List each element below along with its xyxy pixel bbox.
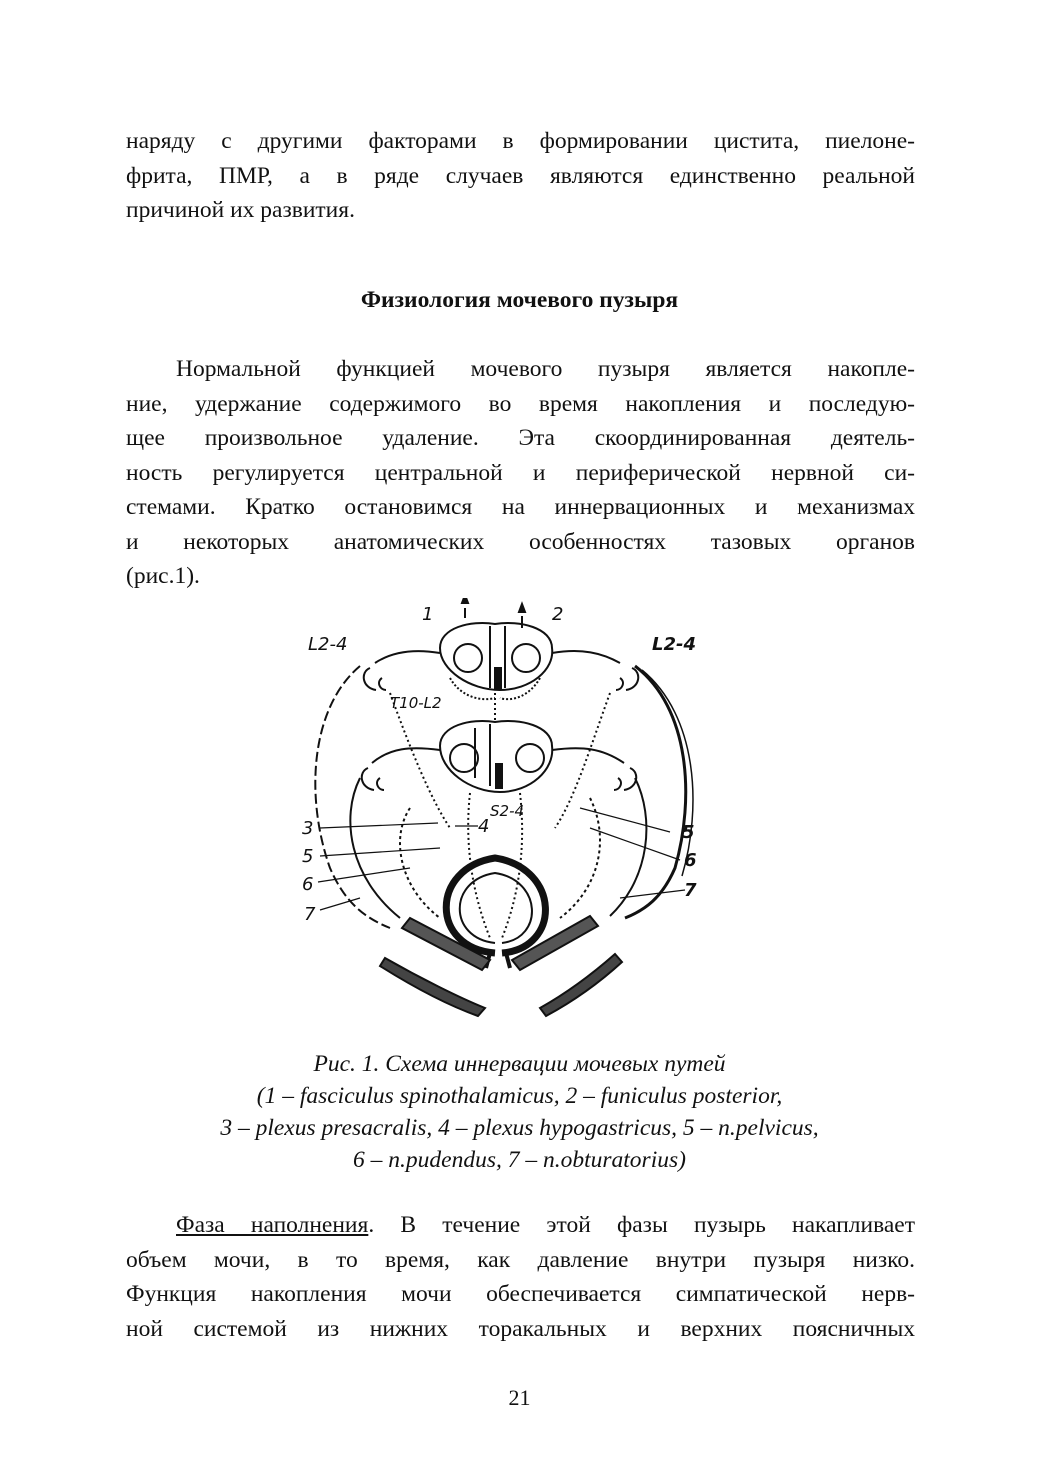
label-5-right: 5 <box>682 822 695 843</box>
paragraph-2 <box>126 352 915 594</box>
text-line: ность регулируется центральной и периферической нервной си- <box>126 459 915 486</box>
paragraph-1 <box>126 124 915 228</box>
term-underlined: Фаза наполнения <box>176 1212 369 1238</box>
innervation-diagram <box>290 598 710 1026</box>
label-s2-4: S2-4 <box>490 802 525 820</box>
label-l24-right: L2-4 <box>652 634 696 655</box>
text-line: фрита, ПМР, а в ряде случаев являются единственно реальной <box>126 162 915 189</box>
section-heading: Физиология мочевого пузыря <box>360 287 679 313</box>
label-6-right: 6 <box>684 850 697 871</box>
label-7-left: 7 <box>304 904 316 925</box>
label-t10-l2: T10-L2 <box>390 694 442 712</box>
text-line: стемами. Кратко остановимся на иннервационных и механизмах <box>126 494 915 520</box>
label-7-right: 7 <box>684 880 697 901</box>
text-line: Нормальной функцией мочевого пузыря является накопле- <box>176 356 915 382</box>
spinal-segment-lower <box>440 721 552 792</box>
label-3: 3 <box>302 818 314 839</box>
label-2: 2 <box>552 604 564 625</box>
caption-line: (1 – fasciculus spinothalamicus, 2 – funiculus posterior, <box>256 1083 783 1109</box>
text-line <box>126 1208 915 1243</box>
caption-line: 3 – plexus presacralis, 4 – plexus hypogastricus, 5 – n.pelvicus, <box>220 1115 819 1141</box>
page-number: 21 <box>508 1385 531 1410</box>
label-4: 4 <box>478 816 490 837</box>
text-line: и некоторых анатомических особенностях тазовых органов <box>126 528 915 555</box>
label-1: 1 <box>422 604 434 625</box>
label-l24-left: L2-4 <box>308 634 348 655</box>
text-line: щее произвольное удаление. Эта скоординированная деятель- <box>126 425 915 451</box>
text-line: объем мочи, в то время, как давление внутри пузыря низко. <box>126 1246 915 1273</box>
paragraph-3 <box>126 1208 915 1346</box>
innervation-diagram-drawing <box>290 598 710 1026</box>
caption-line: 6 – n.pudendus, 7 – n.obturatorius) <box>353 1147 686 1173</box>
text-line: наряду с другими факторами в формировании цистита, пиелоне- <box>126 128 915 154</box>
pelvic-muscles <box>380 916 622 1016</box>
label-6-left: 6 <box>302 874 314 895</box>
text-fragment: . В течение этой фазы пузырь накапливает <box>368 1212 915 1238</box>
text-line: (рис.1). <box>126 563 200 589</box>
figure-caption <box>0 1048 1039 1176</box>
text-line: ной системой из нижних торакальных и верхних поясничных <box>126 1315 915 1342</box>
label-5-left: 5 <box>302 846 314 867</box>
text-line: Функция накопления мочи обеспечивается симпатической нерв- <box>126 1281 915 1307</box>
text-line: ние, удержание содержимого во время накопления и последую- <box>126 390 915 417</box>
text-line: причиной их развития. <box>126 197 355 223</box>
caption-line: Рис. 1. Схема иннервации мочевых путей <box>313 1051 726 1077</box>
spinal-segment-upper <box>440 623 552 699</box>
